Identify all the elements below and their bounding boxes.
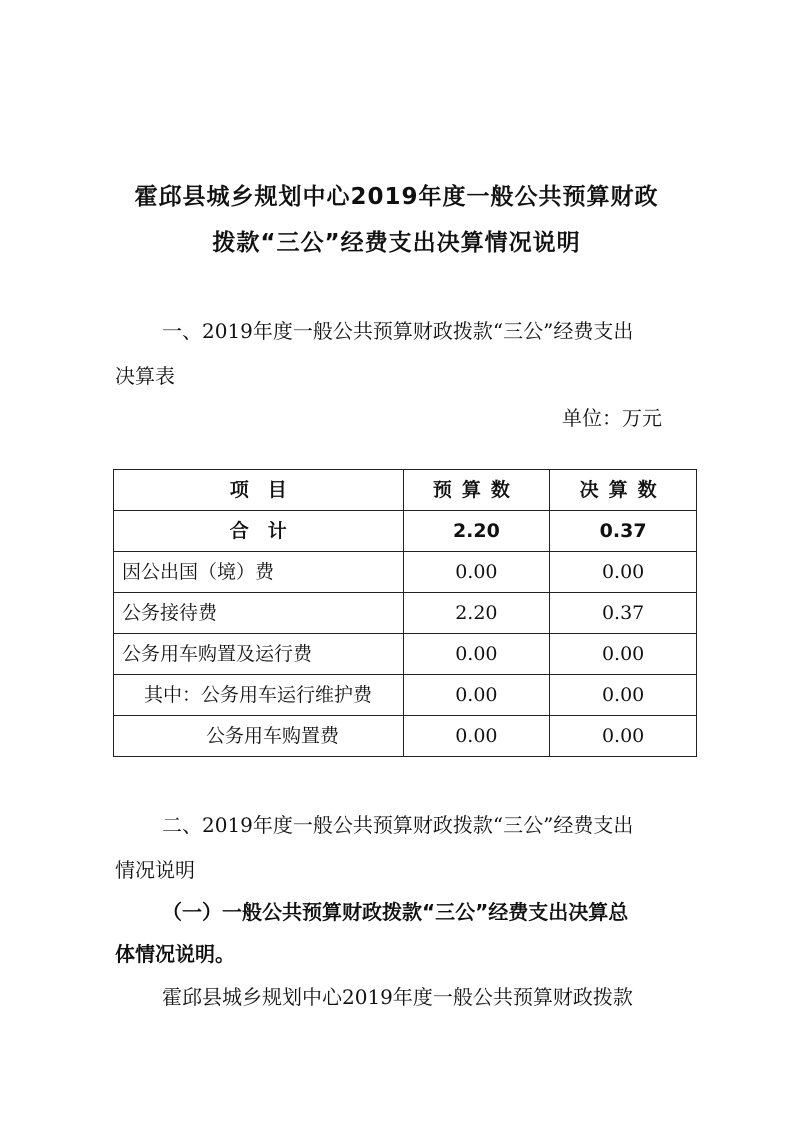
row-final: 0.00 bbox=[550, 716, 697, 757]
section1-heading-line2: 决算表 bbox=[115, 364, 175, 388]
row-item: 公务用车购置及运行费 bbox=[114, 634, 404, 675]
three-public-expenses-table bbox=[113, 469, 697, 757]
table-row bbox=[114, 593, 697, 634]
row-final: 0.37 bbox=[550, 511, 697, 552]
row-budget: 0.00 bbox=[403, 716, 550, 757]
row-budget: 0.00 bbox=[403, 552, 550, 593]
body-paragraph-line1: 霍邱县城乡规划中心2019年度一般公共预算财政拨款 bbox=[162, 985, 633, 1009]
table-row bbox=[114, 716, 697, 757]
section2-heading-line2: 情况说明 bbox=[115, 858, 195, 882]
row-final: 0.00 bbox=[550, 675, 697, 716]
row-final: 0.00 bbox=[550, 552, 697, 593]
table-header-row bbox=[114, 470, 697, 511]
subsection1-heading-line2: 体情况说明。 bbox=[115, 942, 235, 966]
header-item: 项 目 bbox=[114, 470, 404, 511]
header-budget: 预算数 bbox=[403, 470, 550, 511]
section2-heading-line1: 二、2019年度一般公共预算财政拨款“三公”经费支出 bbox=[162, 813, 634, 837]
row-budget: 2.20 bbox=[403, 593, 550, 634]
header-final: 决算数 bbox=[550, 470, 697, 511]
section1-heading-line1: 一、2019年度一般公共预算财政拨款“三公”经费支出 bbox=[162, 319, 634, 343]
row-item: 其中：公务用车运行维护费 bbox=[114, 675, 404, 716]
table-row bbox=[114, 634, 697, 675]
subsection1-heading-line1: （一）一般公共预算财政拨款“三公”经费支出决算总 bbox=[162, 900, 629, 924]
row-item: 因公出国（境）费 bbox=[114, 552, 404, 593]
table-row bbox=[114, 675, 697, 716]
row-item: 公务接待费 bbox=[114, 593, 404, 634]
row-final: 0.00 bbox=[550, 634, 697, 675]
row-item: 合 计 bbox=[114, 511, 404, 552]
document-title-line1: 霍邱县城乡规划中心2019年度一般公共预算财政 bbox=[134, 184, 659, 210]
row-budget: 0.00 bbox=[403, 675, 550, 716]
unit-label: 单位：万元 bbox=[562, 406, 662, 430]
row-budget: 2.20 bbox=[403, 511, 550, 552]
row-budget: 0.00 bbox=[403, 634, 550, 675]
document-title-line2: 拨款“三公”经费支出决算情况说明 bbox=[212, 230, 581, 256]
table-row-total bbox=[114, 511, 697, 552]
table-row bbox=[114, 552, 697, 593]
row-item: 公务用车购置费 bbox=[114, 716, 404, 757]
row-final: 0.37 bbox=[550, 593, 697, 634]
